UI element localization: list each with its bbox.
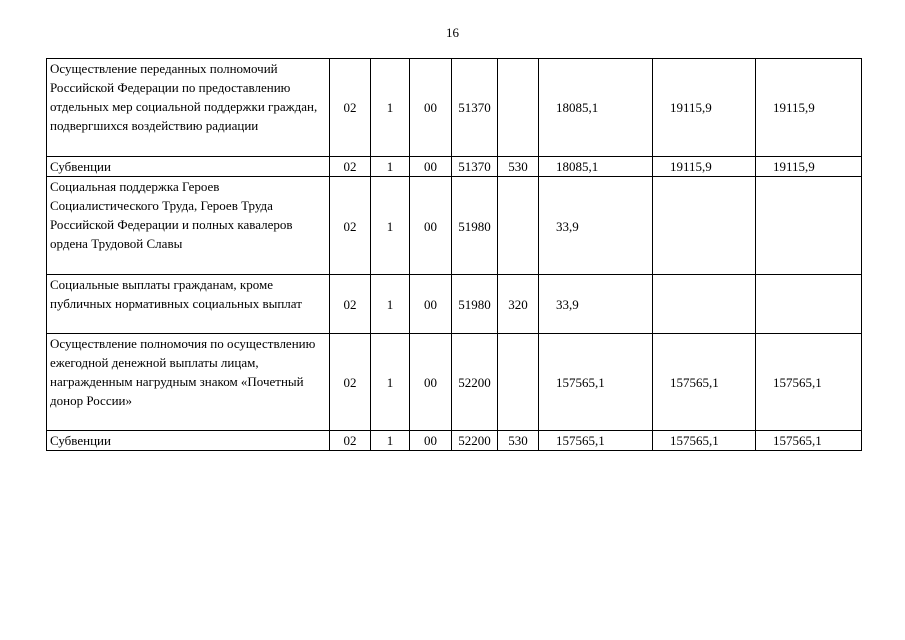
direction-code: 51370 <box>452 157 498 177</box>
row-name: Социальная поддержка Героев Социалистического Труда, Героев Труда Российской Федерации и полных кавалеров ордена Трудовой Славы <box>47 177 330 275</box>
program-code: 1 <box>371 334 410 431</box>
subprogram-code: 00 <box>410 177 452 275</box>
table-row <box>47 334 862 431</box>
section-code: 02 <box>330 334 371 431</box>
direction-code: 51980 <box>452 177 498 275</box>
amount-year-1: 157565,1 <box>539 431 653 451</box>
budget-table <box>46 58 862 451</box>
amount-year-2: 157565,1 <box>653 431 756 451</box>
amount-year-2 <box>653 177 756 275</box>
expense-type-code: 530 <box>498 431 539 451</box>
row-name: Субвенции <box>47 157 330 177</box>
amount-year-3 <box>756 275 862 334</box>
amount-year-1: 18085,1 <box>539 157 653 177</box>
subprogram-code: 00 <box>410 431 452 451</box>
program-code: 1 <box>371 431 410 451</box>
section-code: 02 <box>330 157 371 177</box>
amount-year-2 <box>653 275 756 334</box>
section-code: 02 <box>330 275 371 334</box>
program-code: 1 <box>371 275 410 334</box>
table-row <box>47 157 862 177</box>
program-code: 1 <box>371 157 410 177</box>
amount-year-2: 157565,1 <box>653 334 756 431</box>
subprogram-code: 00 <box>410 275 452 334</box>
direction-code: 51370 <box>452 59 498 157</box>
amount-year-1: 18085,1 <box>539 59 653 157</box>
subprogram-code: 00 <box>410 334 452 431</box>
amount-year-3: 157565,1 <box>756 431 862 451</box>
amount-year-2: 19115,9 <box>653 59 756 157</box>
expense-type-code <box>498 177 539 275</box>
amount-year-2: 19115,9 <box>653 157 756 177</box>
expense-type-code <box>498 334 539 431</box>
direction-code: 52200 <box>452 334 498 431</box>
expense-type-code: 530 <box>498 157 539 177</box>
table-row <box>47 59 862 157</box>
direction-code: 52200 <box>452 431 498 451</box>
page-number: 16 <box>446 25 459 40</box>
amount-year-3 <box>756 177 862 275</box>
subprogram-code: 00 <box>410 59 452 157</box>
amount-year-3: 157565,1 <box>756 334 862 431</box>
section-code: 02 <box>330 177 371 275</box>
row-name: Субвенции <box>47 431 330 451</box>
amount-year-1: 33,9 <box>539 275 653 334</box>
table-row <box>47 275 862 334</box>
section-code: 02 <box>330 59 371 157</box>
table-row <box>47 177 862 275</box>
amount-year-3: 19115,9 <box>756 59 862 157</box>
section-code: 02 <box>330 431 371 451</box>
program-code: 1 <box>371 59 410 157</box>
row-name: Социальные выплаты гражданам, кроме публичных нормативных социальных выплат <box>47 275 330 334</box>
expense-type-code <box>498 59 539 157</box>
row-name: Осуществление переданных полномочий Российской Федерации по предоставлению отдельных мер социальной поддержки граждан, подвергшихся воздействию радиации <box>47 59 330 157</box>
amount-year-3: 19115,9 <box>756 157 862 177</box>
expense-type-code: 320 <box>498 275 539 334</box>
program-code: 1 <box>371 177 410 275</box>
amount-year-1: 33,9 <box>539 177 653 275</box>
subprogram-code: 00 <box>410 157 452 177</box>
direction-code: 51980 <box>452 275 498 334</box>
table-row <box>47 431 862 451</box>
amount-year-1: 157565,1 <box>539 334 653 431</box>
row-name: Осуществление полномочия по осуществлению ежегодной денежной выплаты лицам, награжденным нагрудным знаком «Почетный донор России» <box>47 334 330 431</box>
